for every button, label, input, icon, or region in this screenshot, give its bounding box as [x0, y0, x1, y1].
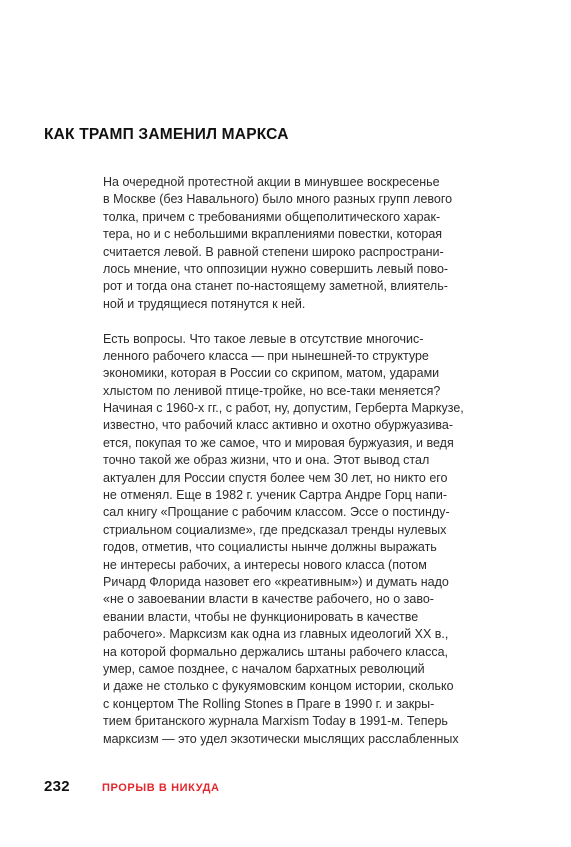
text-line: известно, что рабочий класс активно и охотно обуржуазива- [103, 418, 453, 433]
text-line: не интересы рабочих, а интересы нового класса (потом [103, 557, 427, 572]
text-line: актуален для России спустя более чем 30 лет, но никто его [103, 470, 448, 485]
text-line: сал книгу «Прощание с рабочим классом. Эссе о постинду- [103, 505, 450, 520]
paragraph-gap [103, 313, 483, 330]
text-line: Начиная с 1960-х гг., с работ, ну, допустим, Герберта Маркузе, [103, 401, 464, 416]
text-line: тием британского журнала Marxism Today в 1991-м. Теперь [103, 714, 448, 729]
text-line: ленного рабочего класса — при нынешней-то структуре [103, 348, 429, 363]
text-line: с концертом The Rolling Stones в Праге в 1990 г. и закры- [103, 696, 435, 711]
paragraph-1 [103, 174, 483, 313]
paragraph-2 [103, 331, 483, 748]
text-line: «не о завоевании власти в качестве рабочего, но о заво- [103, 592, 434, 607]
body-text [103, 174, 483, 748]
text-line: ной и трудящиеся потянутся к ней. [103, 296, 306, 311]
text-line: экономики, которая в России со скрипом, матом, ударами [103, 366, 440, 381]
text-line: считается левой. В равной степени широко распространи- [103, 244, 444, 259]
text-line: Ричард Флорида назовет его «креативным») и думать надо [103, 574, 449, 589]
chapter-title: КАК ТРАМП ЗАМЕНИЛ МАРКСА [44, 126, 289, 143]
text-line: рабочего». Марксизм как одна из главных идеологий XX в., [103, 627, 449, 642]
text-line: Есть вопросы. Что такое левые в отсутствие многочис- [103, 331, 424, 346]
running-title: ПРОРЫВ В НИКУДА [101, 782, 220, 794]
text-line: марксизм — это удел экзотически мыслящих расслабленных [103, 731, 459, 746]
text-line: умер, самое позднее, с началом бархатных революций [103, 661, 425, 676]
text-line: хлыстом по ленивой птице-тройке, но все-таки меняется? [103, 383, 441, 398]
text-line: в Москве (без Навального) было много разных групп левого [103, 192, 453, 207]
text-line: толка, причем с требованиями общеполитического харак- [103, 209, 441, 224]
text-line: евании власти, чтобы не функционировать в качестве [103, 609, 419, 624]
text-line: годов, отметив, что социалисты нынче должны выражать [103, 540, 437, 555]
text-line: рот и тогда она станет по-настоящему заметной, влиятель- [103, 279, 448, 294]
text-line: не отменял. Еще в 1982 г. ученик Сартра Андре Горц напи- [103, 488, 448, 503]
text-line: лось мнение, что оппозиции нужно совершить левый пово- [103, 261, 449, 276]
text-line: и даже не столько с фукуямовским концом истории, сколько [103, 679, 454, 694]
page-footer [44, 778, 220, 795]
text-line: На очередной протестной акции в минувшее воскресенье [103, 175, 440, 189]
text-line: стриальном социализме», где предсказал тренды нулевых [103, 522, 447, 537]
text-line: на которой формально держались штаны рабочего класса, [103, 644, 449, 659]
text-line: тера, но и с небольшими вкраплениями повестки, которая [103, 227, 443, 242]
text-line: точно такой же образ жизни, что и она. Этот вывод стал [103, 453, 430, 468]
page-number: 232 [44, 778, 70, 795]
text-line: ется, покупая то же самое, что и мировая буржуазия, и ведя [103, 435, 454, 450]
